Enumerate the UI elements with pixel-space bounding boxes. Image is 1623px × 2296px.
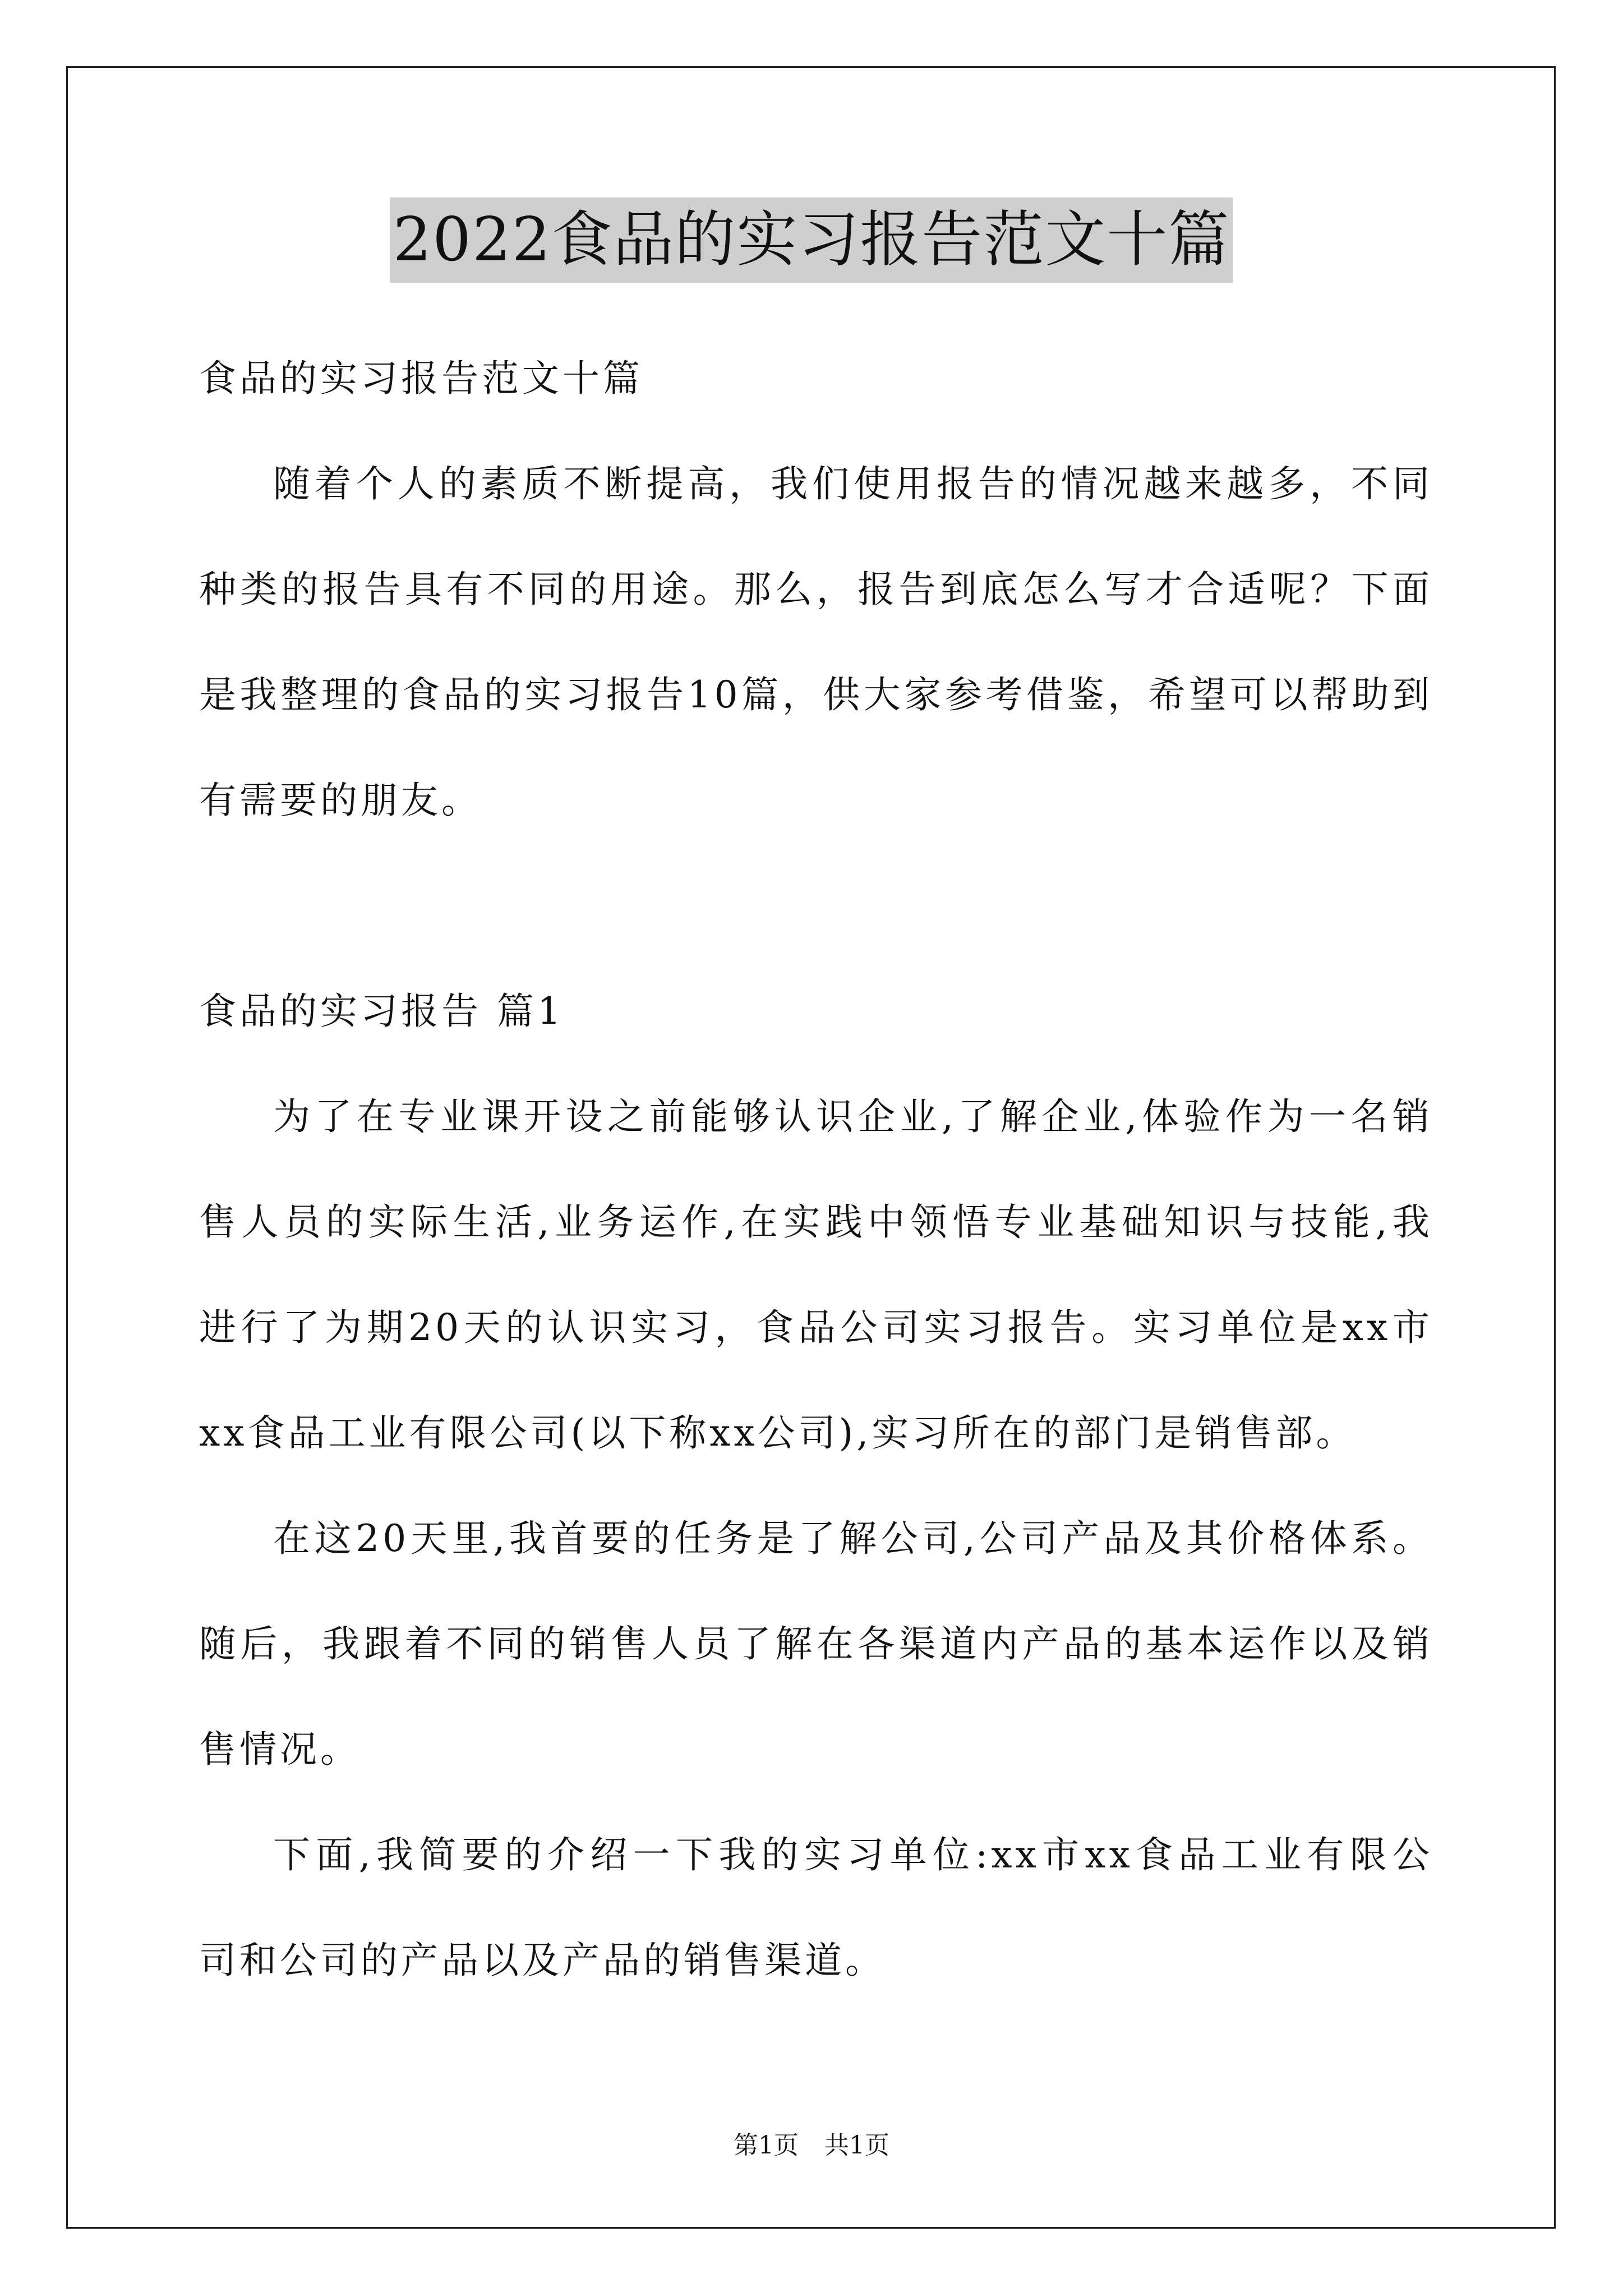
paragraph-line: 是我整理的食品的实习报告10篇，供大家参考借鉴，希望可以帮助到 bbox=[199, 673, 1433, 716]
paragraph-line: 进行了为期20天的认识实习，食品公司实习报告。实习单位是xx市 bbox=[199, 1306, 1433, 1349]
paragraph-line: 售情况。 bbox=[199, 1728, 361, 1771]
paragraph-line: 为了在专业课开设之前能够认识企业,了解企业,体验作为一名销 bbox=[273, 1095, 1433, 1138]
paragraph-line: 随着个人的素质不断提高，我们使用报告的情况越来越多，不同 bbox=[273, 462, 1433, 505]
page-number-total: 共1页 bbox=[824, 2131, 889, 2160]
paragraph-line: 在这20天里,我首要的任务是了解公司,公司产品及其价格体系。 bbox=[273, 1517, 1433, 1560]
section-heading: 食品的实习报告 篇1 bbox=[199, 990, 564, 1033]
page-number-current: 第1页 bbox=[734, 2131, 799, 2160]
paragraph-line: 下面,我简要的介绍一下我的实习单位:xx市xx食品工业有限公 bbox=[273, 1833, 1433, 1876]
subtitle-line: 食品的实习报告范文十篇 bbox=[199, 357, 643, 400]
paragraph-line: 种类的报告具有不同的用途。那么，报告到底怎么写才合适呢？下面 bbox=[199, 568, 1433, 611]
page-footer bbox=[0, 2125, 1623, 2161]
paragraph-line: xx食品工业有限公司(以下称xx公司),实习所在的部门是销售部。 bbox=[199, 1411, 1357, 1455]
paragraph-line: 随后，我跟着不同的销售人员了解在各渠道内产品的基本运作以及销 bbox=[199, 1622, 1433, 1665]
document-title: 2022食品的实习报告范文十篇 bbox=[390, 197, 1234, 283]
paragraph-line: 司和公司的产品以及产品的销售渠道。 bbox=[199, 1939, 886, 1982]
paragraph-line: 售人员的实际生活,业务运作,在实践中领悟专业基础知识与技能,我 bbox=[199, 1200, 1433, 1244]
document-body bbox=[199, 342, 1433, 2030]
title-container bbox=[0, 197, 1623, 283]
paragraph-line: 有需要的朋友。 bbox=[199, 779, 482, 822]
